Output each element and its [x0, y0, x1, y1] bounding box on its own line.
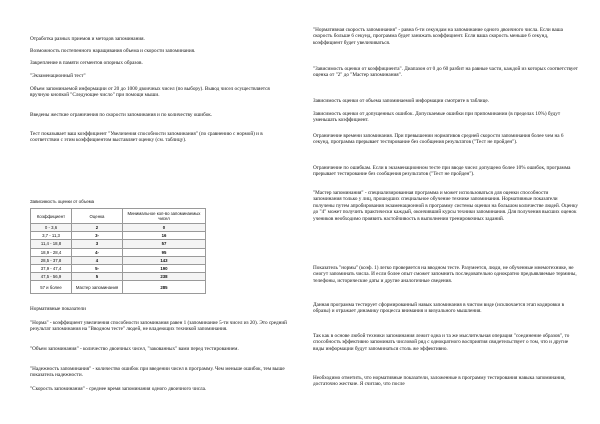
- table-cell: 143: [123, 256, 206, 264]
- table-cell: 57 и более: [31, 281, 72, 294]
- paragraph: Закрепление в памяти сегментов опорных образов.: [30, 60, 143, 66]
- table-row: [31, 240, 206, 248]
- paragraph: Данная программа тестирует сформированный навык запоминания в чистом виде (исключается этап кодировки в образы) и отражает динамику процесса внимания и визуального мышления.: [313, 302, 565, 315]
- table-header: Коэффициент: [31, 209, 72, 224]
- table-row: [31, 273, 206, 281]
- table-cell: 11,4 - 18,8: [31, 240, 72, 248]
- table-row: [31, 232, 206, 240]
- paragraph: "Нормативная скорость запоминания" - равна 6-ти секундам на запоминание одного двоичного числа. Если ваша скорость больше 6 секунд, программа будет занижать коэффициент. Если ваша скорость меньше 6 секунд, коэффициент будет увеличиваться.: [313, 27, 563, 46]
- table-row: [31, 281, 206, 294]
- paragraph: "Объем запоминания" - количество двоичных чисел, "закованных" вами перед тестированием.: [30, 346, 239, 352]
- paragraph: "Мастер запоминания" - специализированная программа и может использоваться для оценки способности запоминания только у лиц, прошедших специальное обучение технике запоминания. Нормативные показатели получены путем апробирования экзаменационной в программу системы оценки на большом количестве людей. Оценку до "4" может получить практически каждый, окончивший курсы техники запоминания. Для получения высших оценок учеников необходимо проявить настойчивость в выполнении тренировочных заданий.: [313, 190, 578, 222]
- section-title: "Экзаменационный тест": [30, 73, 86, 79]
- table-row: [31, 248, 206, 256]
- table-cell: 3,7 - 11,3: [31, 232, 72, 240]
- table-header-row: [31, 209, 206, 224]
- table-cell: 190: [123, 264, 206, 272]
- paragraph: Необходимо отметить, что нормативные показатели, заложенные в программу тестирования навыка запоминания, достаточно жесткие. Я считаю, что после: [313, 375, 566, 388]
- paragraph: "Скорость запоминания" - среднее время запоминания одного двоичного числа.: [30, 386, 207, 392]
- table-cell: 238: [123, 273, 206, 281]
- grade-table: [30, 208, 206, 294]
- table-cell: 37,9 - 47,4: [31, 264, 72, 272]
- section-title: Нормативные показатели: [30, 306, 86, 312]
- paragraph: Так как в основе любой техники запоминания лежит одна и та же мыслительная операция "соединение образов", то способность эффективно запоминать числовой ряд с однократного восприятия свидетельствует о том, что и другие виды информации будут запоминаться столь же эффективно.: [313, 333, 570, 352]
- table-cell: 3: [72, 240, 123, 248]
- table-cell: Мастер запоминания: [72, 281, 123, 294]
- paragraph: Введены жесткие ограничения по скорости запоминания и по количеству ошибок.: [30, 112, 213, 118]
- table-cell: 4-: [72, 248, 123, 256]
- paragraph: "Зависимость оценки от коэффициента". Диапазон от 0 до 60 разбит на равные части, каждой из которых соответствует оценка от "2" до "Мастер запоминания".: [313, 66, 578, 79]
- table-cell: 16: [123, 232, 206, 240]
- table-cell: 5: [72, 273, 123, 281]
- table-cell: 57: [123, 240, 206, 248]
- paragraph: "Норма" - коэффициент увеличения способности запоминания равен 1 (запоминание 5-ти чисел из 20). Это средний результат запоминания на "Вводном тесте" людей, не владеющих техникой запоминания.: [30, 320, 287, 333]
- table-cell: 4: [72, 256, 123, 264]
- table-header: Оценка: [72, 209, 123, 224]
- table-cell: 0 - 3,6: [31, 224, 72, 232]
- paragraph: Ограничение по ошибкам. Если в экзаменационном тесте при вводе чисел допущено более 10% ошибок, программа прерывает тестирование без сообщения результатов ("Тест не пройден").: [313, 165, 571, 178]
- table-cell: 285: [123, 281, 206, 294]
- paragraph: Возможность постепенного наращивания объема и скорости запоминания.: [30, 48, 196, 54]
- paragraph: Объем запоминаемой информации от 20 до 1000 двоичных чисел (по выбору). Вывод чисел осуществляется вручную кнопкой "Следующее число" при помощи мыши.: [30, 86, 270, 99]
- paragraph: Тест показывает ваш коэффициент "Увеличения способности запоминания" (по сравнению с нормой) и в соответствии с этим коэффициентом выставляет оценку (см. таблицу).: [30, 131, 263, 144]
- table-cell: 5-: [72, 264, 123, 272]
- table-header: Минимальное кол-во запоминаемых чисел: [123, 209, 206, 224]
- paragraph: Зависимость оценки от допущенных ошибок. Допускаемые ошибки при припоминании (в пределах 10%) будут уменьшать коэффициент.: [313, 111, 561, 124]
- table-cell: 3-: [72, 232, 123, 240]
- table-row: [31, 256, 206, 264]
- table-cell: 47,5 - 56,9: [31, 273, 72, 281]
- table-row: [31, 264, 206, 272]
- paragraph: "Надежность запоминания" - количество ошибок при введении чисел в программу. Чем меньше ошибок, тем выше показатель надежности.: [30, 366, 285, 379]
- table-cell: 28,5 - 37,8: [31, 256, 72, 264]
- table-row: [31, 224, 206, 232]
- paragraph: Показатель "нормы" (коэф. 1) легко проверяется на вводном тесте. Разумеется, люди, не обученные мнемотехнике, не смогут запоминать числа. И если более опыт сможет запомнить последовательно однократно предъявляемые термины, телефоны, исторические даты и другие аналогичные сведения.: [313, 265, 577, 284]
- table-cell: 18,9 - 28,4: [31, 248, 72, 256]
- paragraph: Ограничение времени запоминания. При превышении нормативов средней скорости запоминания более чем на 6 секунд, программа прерывает тестирование без сообщения результатов ("Тест не пройден").: [313, 133, 564, 146]
- table-cell: 95: [123, 248, 206, 256]
- paragraph: Отработка разных приемов и методов запоминания.: [30, 36, 145, 42]
- table-cell: 0: [123, 224, 206, 232]
- table-caption: Зависимость оценки от объема: [30, 199, 95, 204]
- table-cell: 2: [72, 224, 123, 232]
- paragraph: Зависимость оценки от объема запоминаемой информации смотрите в таблице.: [313, 98, 489, 104]
